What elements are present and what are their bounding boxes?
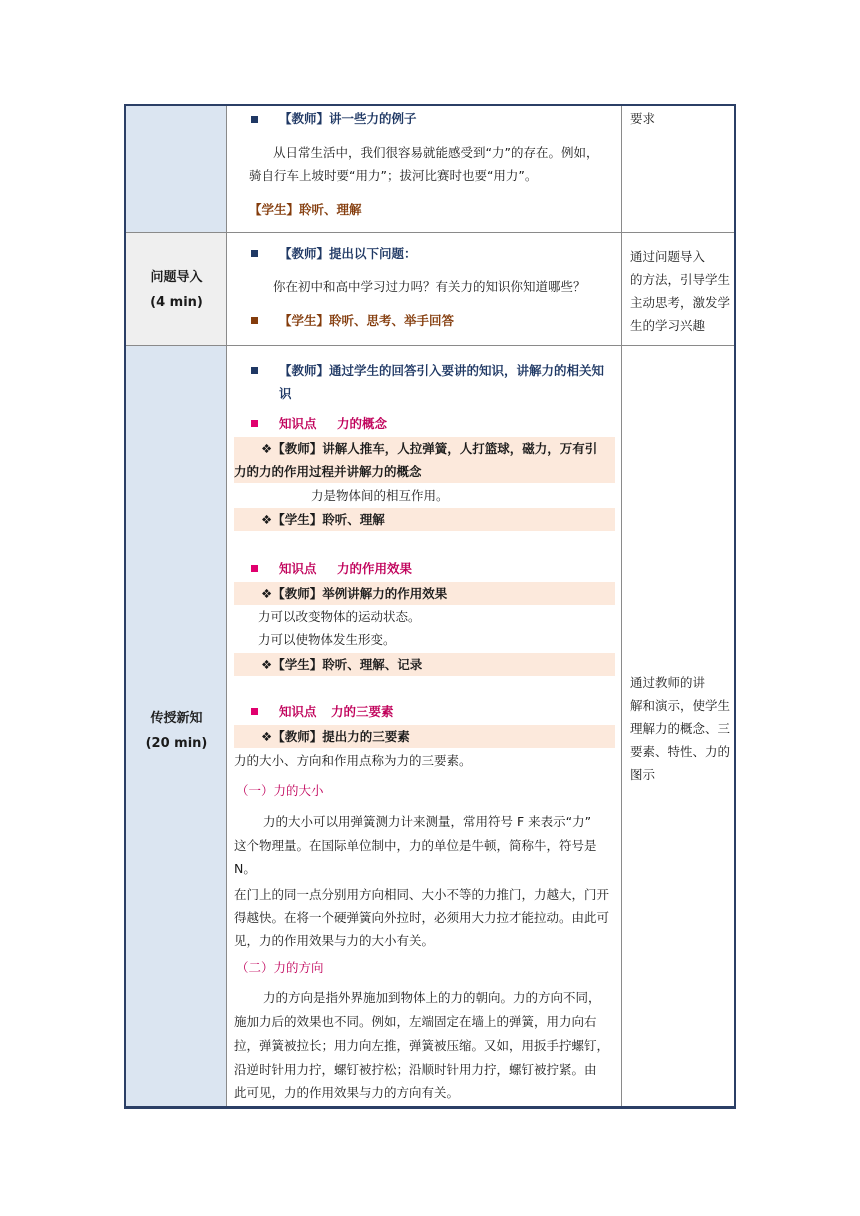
body-text: 在门上的同一点分别用方向相同、大小不等的力推门，力越大，门开 (234, 887, 610, 902)
student-activity-label: 【学生】聆听、思考、举手回答 (279, 313, 455, 328)
knowledge-point-title: 力的作用效果 (337, 561, 413, 576)
definition-text: 力是物体间的相互作用。 (311, 488, 449, 503)
body-text: 拉，弹簧被拉长；用力向左推，弹簧被压缩。又如，用扳手拧螺钉， (234, 1038, 610, 1053)
content-cell (227, 106, 622, 232)
goal-line: 通过问题导入 (630, 249, 706, 264)
body-text: 骑自行车上坡时要“用力”；拔河比赛时也要“用力”。 (249, 168, 538, 183)
goal-cell (622, 346, 734, 1106)
phase-name: 传授新知 (150, 711, 203, 726)
knowledge-point-label: 知识点 (279, 704, 317, 719)
student-activity-label: ❖【学生】聆听、理解 (261, 512, 385, 527)
table-row (126, 233, 734, 346)
phase-cell (126, 346, 227, 1106)
phase-name: 问题导入 (150, 270, 203, 285)
body-text: 见，力的作用效果与力的大小有关。 (234, 933, 435, 948)
body-text: 这个物理量。在国际单位制中，力的单位是牛顿，简称牛，符号是 (234, 838, 597, 853)
body-text: 力可以使物体发生形变。 (258, 632, 396, 647)
table-row (126, 346, 734, 1106)
lesson-plan-table (124, 104, 736, 1109)
body-text: 此可见，力的作用效果与力的方向有关。 (234, 1085, 460, 1100)
square-bullet-icon (251, 116, 258, 123)
knowledge-point-label: 知识点 (279, 561, 317, 576)
section-title: （一）力的大小 (236, 783, 324, 798)
body-text: 得越快。在将一个硬弹簧向外拉时，必须用大力拉才能拉动。由此可 (234, 910, 610, 925)
question-text: 你在初中和高中学习过力吗？有关力的知识你知道哪些？ (273, 279, 586, 294)
teacher-activity-label: 识 (279, 386, 292, 401)
student-activity-label: ❖【学生】聆听、理解、记录 (261, 657, 423, 672)
phase-time: (4 min) (150, 295, 203, 310)
body-text: 施加力后的效果也不同。例如，左端固定在墙上的弹簧，用力向右 (234, 1014, 597, 1029)
table-row (126, 106, 734, 233)
square-bullet-icon (251, 250, 258, 257)
body-text: N。 (234, 861, 256, 876)
goal-cell (622, 106, 734, 232)
teacher-activity-label: ❖【教师】举例讲解力的作用效果 (261, 586, 448, 601)
phase-cell (126, 106, 227, 232)
body-text: 力的大小可以用弹簧测力计来测量，常用符号 F 来表示“力” (263, 814, 592, 829)
teacher-activity-label: ❖【教师】提出力的三要素 (261, 729, 410, 744)
goal-line: 通过教师的讲 (630, 675, 706, 690)
student-activity-label: 【学生】聆听、理解 (249, 202, 362, 217)
body-text: 力可以改变物体的运动状态。 (258, 609, 421, 624)
knowledge-point-title: 力的三要素 (331, 704, 394, 719)
section-title: （二）力的方向 (236, 960, 324, 975)
square-bullet-icon (251, 367, 258, 374)
knowledge-point-label: 知识点 (279, 416, 317, 431)
goal-cell (622, 233, 734, 345)
goal-line: 的方法，引导学生 (630, 272, 731, 287)
goal-line: 要素、特性、力的 (630, 744, 731, 759)
goal-line: 图示 (630, 767, 656, 782)
body-text: 力的方向是指外界施加到物体上的力的朝向。力的方向不同， (263, 990, 601, 1005)
square-bullet-icon (251, 708, 258, 715)
goal-line: 理解力的概念、三 (630, 721, 731, 736)
goal-line: 生的学习兴趣 (630, 318, 706, 333)
teacher-activity-label: 力的力的作用过程并讲解力的概念 (234, 464, 422, 479)
body-text: 沿逆时针用力拧，螺钉被拧松；沿顺时针用力拧，螺钉被拧紧。由 (234, 1062, 597, 1077)
square-bullet-icon (251, 317, 258, 324)
teacher-activity-label: ❖【教师】讲解人推车，人拉弹簧，人打篮球，磁力，万有引 (261, 441, 598, 456)
body-text: 力的大小、方向和作用点称为力的三要素。 (234, 753, 472, 768)
teacher-activity-label: 【教师】提出以下问题： (279, 246, 417, 261)
square-bullet-icon (251, 565, 258, 572)
square-bullet-icon (251, 420, 258, 427)
phase-time: (20 min) (145, 736, 208, 751)
goal-line: 解和演示，使学生 (630, 698, 731, 713)
phase-cell (126, 233, 227, 345)
goal-line: 主动思考，激发学 (630, 295, 731, 310)
body-text: 从日常生活中，我们很容易就能感受到“力”的存在。例如， (273, 145, 599, 160)
teacher-activity-label: 【教师】讲一些力的例子 (279, 111, 417, 126)
content-cell (227, 346, 622, 1106)
teacher-activity-label: 【教师】通过学生的回答引入要讲的知识，讲解力的相关知 (279, 363, 605, 378)
goal-text: 要求 (630, 111, 656, 126)
content-cell (227, 233, 622, 345)
knowledge-point-title: 力的概念 (337, 416, 388, 431)
